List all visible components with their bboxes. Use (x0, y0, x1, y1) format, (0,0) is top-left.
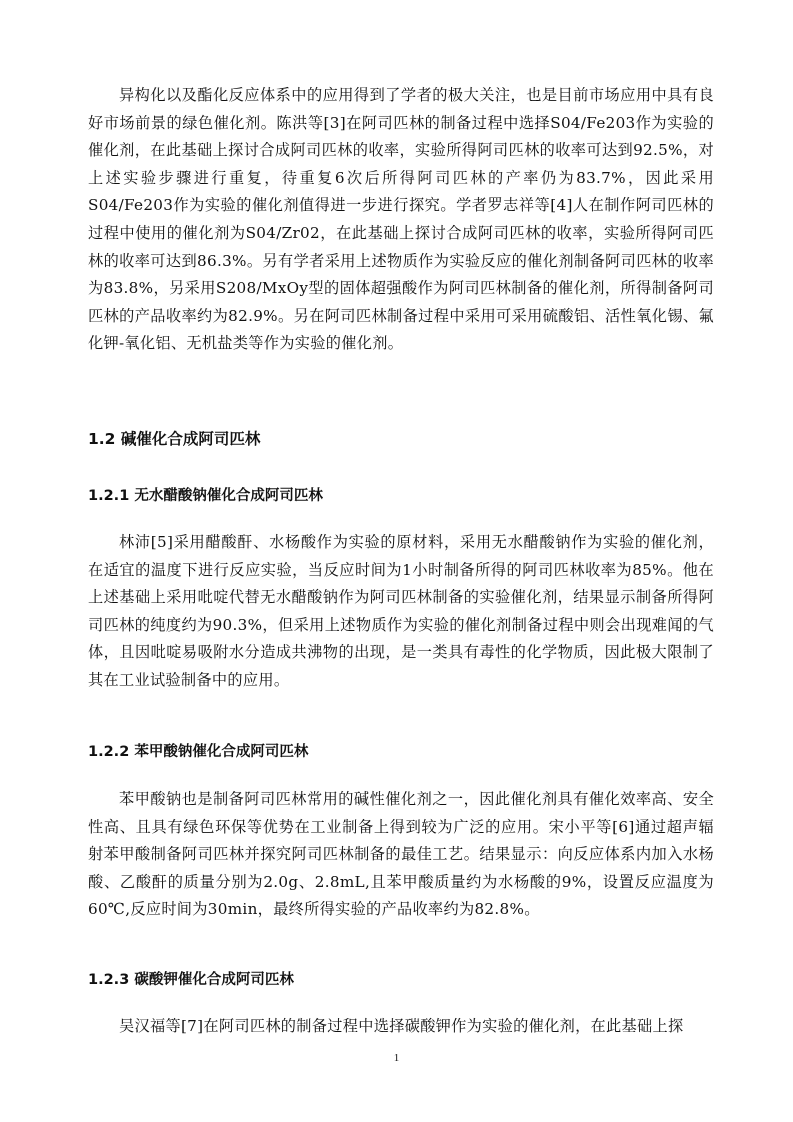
paragraph-potassium-carbonate: 吴汉福等[7]在阿司匹林的制备过程中选择碳酸钾作为实验的催化剂，在此基础上探 (119, 1017, 684, 1035)
subsection-heading-1-2-3: 1.2.3 碳酸钾催化合成阿司匹林 (88, 972, 294, 988)
section-heading-1-2: 1.2 碱催化合成阿司匹林 (88, 430, 261, 448)
subsection-heading-1-2-2: 1.2.2 苯甲酸钠催化合成阿司匹林 (88, 744, 309, 760)
subsection-heading-1-2-1: 1.2.1 无水醋酸钠催化合成阿司匹林 (88, 488, 323, 504)
paragraph-solid-acid-catalysts: 异构化以及酯化反应体系中的应用得到了学者的极大关注，也是目前市场应用中具有良好市场前景的绿色催化剂。陈洪等[3]在阿司匹林的制备过程中选择S04/Fe203作为实验的催化剂，在此基础上探讨合成阿司匹林的收率，实验所得阿司匹林的收率可达到92.5%，对上述实验步骤进行重复，待重复6次后所得阿司匹林的产率仍为83.7%，因此采用S04/Fe203作为实验的催化剂值得进一步进行探究。学者罗志祥等[4]人在制作阿司匹林的过程中使用的催化剂为S04/Zr02，在此基础上探讨合成阿司匹林的收率，实验所得阿司匹林的收率可达到86.3%。另有学者采用上述物质作为实验反应的催化剂制备阿司匹林的收率为83.8%，另采用S208/MxOy型的固体超强酸作为阿司匹林制备的催化剂，所得制备阿司匹林的产品收率约为82.9%。另在阿司匹林制备过程中采用可采用硫酸铝、活性氧化锡、氟化钾-氧化铝、无机盐类等作为实验的催化剂。 (88, 86, 714, 353)
page-number: 1 (393, 1052, 400, 1064)
paragraph-sodium-benzoate: 苯甲酸钠也是制备阿司匹林常用的碱性催化剂之一，因此催化剂具有催化效率高、安全性高、且具有绿色环保等优势在工业制备上得到较为广泛的应用。宋小平等[6]通过超声辐射苯甲酸制备阿司匹林并探究阿司匹林制备的最佳工艺。结果显示：向反应体系内加入水杨酸、乙酸酐的质量分别为2.0g、2.8mL,且苯甲酸质量约为水杨酸的9%，设置反应温度为60℃,反应时间为30min，最终所得实验的产品收率约为82.8%。 (88, 790, 714, 919)
paragraph-sodium-acetate: 林沛[5]采用醋酸酐、水杨酸作为实验的原材料，采用无水醋酸钠作为实验的催化剂，在适宜的温度下进行反应实验，当反应时间为1小时制备所得的阿司匹林收率为85%。他在上述基础上采用吡啶代替无水醋酸钠作为阿司匹林制备的实验催化剂，结果显示制备所得阿司匹林的纯度约为90.3%，但采用上述物质作为实验的催化剂制备过程中则会出现难闻的气体，且因吡啶易吸附水分造成共沸物的出现，是一类具有毒性的化学物质，因此极大限制了其在工业试验制备中的应用。 (88, 533, 714, 689)
